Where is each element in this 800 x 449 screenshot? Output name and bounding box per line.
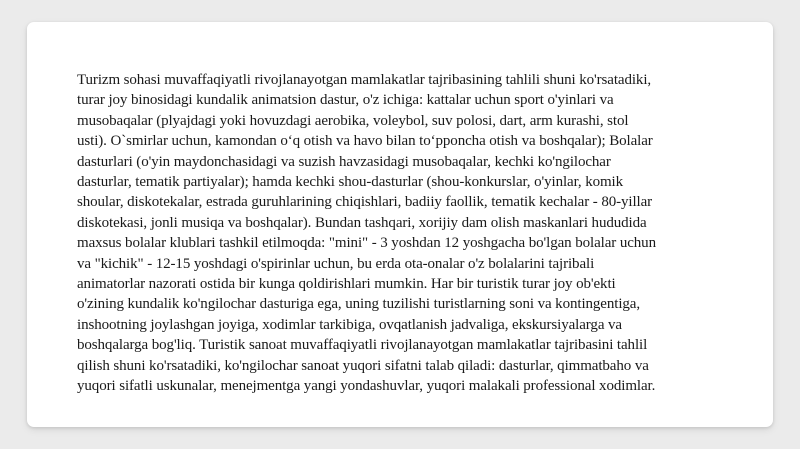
body-paragraph: Turizm sohasi muvaffaqiyatli rivojlanayotgan mamlakatlar tajribasining tahlili shuni ko'rsatadiki, turar joy binosidagi kundalik animatsion dastur, o'z ichiga: kattalar uchun sport o'yinlari va musobaqalar (plyajdagi yoki hovuzdagi aerobika, voleybol, suv polosi, dart, arm kurashi, stol usti). O`smirlar uchun, kamondan o‘q otish va havo bilan to‘pponcha otish va boshqalar); Bolalar dasturlari (o'yin maydonchasidagi va suzish havzasidagi musobaqalar, kechki ko'ngilochar dasturlar, tematik partiyalar); hamda kechki shou-dasturlar (shou-konkurslar, o'yinlar, komik shoular, diskotekalar, estrada guruhlarining chiqishlari, badiiy faollik, tematik kechalar - 80-yillar diskotekasi, jonli musiqa va boshqalar). Bundan tashqari, xorijiy dam olish maskanlari hududida maxsus bolalar klublari tashkil etilmoqda: "mini" - 3 yoshdan 12 yoshgacha bo'lgan bolalar uchun va "kichik" - 12-15 yoshdagi o'spirinlar uchun, bu erda ota-onalar o'z bolalarini tajribali animatorlar nazorati ostida bir kunga qoldirishlari mumkin. Har bir turistik turar joy ob'ekti o'zining kundalik ko'ngilochar dasturiga ega, uning tuzilishi turistlarning soni va kontingentiga, inshootning joylashgan joyiga, xodimlar tarkibiga, ovqatlanish jadvaliga, ekskursiyalarga va boshqalarga bog'liq. Turistik sanoat muvaffaqiyatli rivojlanayotgan mamlakatlar tajribasini tahlil qilish shuni ko'rsatadiki, ko'ngilochar sanoat yuqori sifatni talab qiladi: dasturlar, qimmatbaho va yuqori sifatli uskunalar, menejmentga yangi yondashuvlar, yuqori malakali professional xodimlar. — [77, 72, 656, 395]
slide-card — [27, 22, 773, 427]
